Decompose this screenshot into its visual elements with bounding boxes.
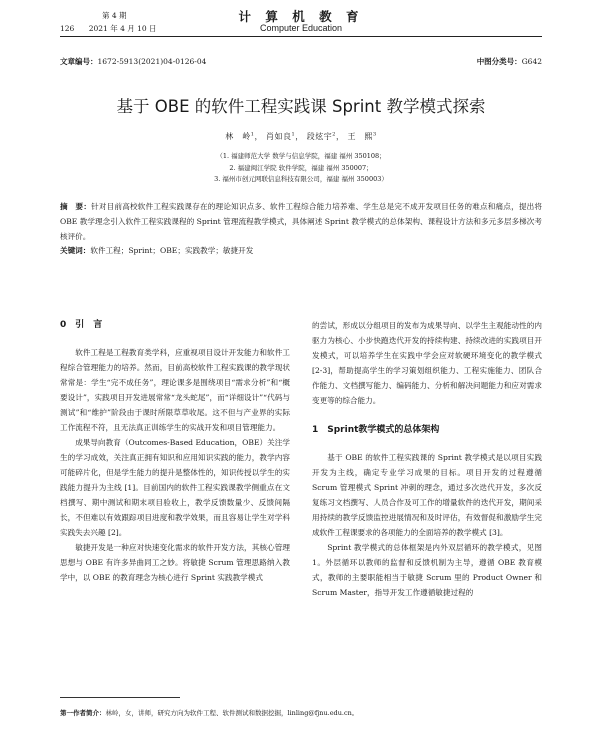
paper-title: 基于 OBE 的软件工程实践课 Sprint 教学模式探索 — [116, 97, 486, 116]
author-name: 王 熙 — [347, 132, 373, 141]
abstract-label: 摘 要： — [60, 202, 92, 211]
affiliation-line: 2. 福建闽江学院 软件学院，福建 福州 350007； — [229, 163, 373, 172]
section-heading: 1 Sprint教学模式的总体架构 — [312, 425, 440, 435]
footnote-label: 第一作者简介： — [60, 709, 106, 717]
footnote-divider — [60, 697, 180, 698]
abstract-text: 针对目前高校软件工程实践课存在的理论知识点多、软件工程综合能力培养难、学生总是完不成开发项目任务的难点和痛点，提出将 OBE 教学理念引入软件工程实践课程的 Sprint 管理流程教学模式，具体阐述 Sprint 教学模式的总体架构、课程设计方法和多元多层多梯次考核评价。 — [60, 202, 542, 241]
abstract — [60, 199, 542, 244]
author-name: 林 岭 — [225, 132, 251, 141]
author-list: 林 岭$^1$， 肖如良$^1$， 段炫宇$^2$， 王 熙$^3$ — [225, 131, 377, 141]
section-heading: 0 引 言 — [60, 320, 103, 330]
article-number: 文章编号：1672-5913(2021)04-0126-04 — [60, 57, 207, 66]
running-header — [60, 6, 542, 37]
footnote-text: 林岭，女，讲师，研究方向为软件工程、软件测试和数据挖掘，linling@fjnu.edu.cn。 — [105, 709, 359, 717]
publication-date: 2021 年 4 月 10 日 — [88, 24, 157, 33]
body-column-right — [312, 318, 542, 600]
author-name: 肖如良 — [266, 132, 292, 141]
journal-name-en: Computer Education — [259, 23, 343, 33]
body-paragraph: Sprint 教学模式的总体框架是内外双层循环的教学模式，见图 1。外层循环以教师的监督和反馈机制为主导，遵循 OBE 教育模式，教师的主要职能相当于敏捷 Scrum 里的 Product Owner 和 Scrum Master，指导开发工作遵循敏捷过程的 — [312, 543, 542, 597]
keywords-text: 软件工程；Sprint；OBE；实践教学；敏捷开发 — [90, 246, 254, 255]
affiliation-line: （1. 福建师范大学 数学与信息学院，福建 福州 350108； — [216, 152, 386, 160]
body-paragraph: 敏捷开发是一种应对快速变化需求的软件开发方法，其核心管理思想与 OBE 有许多异曲同工之妙。将敏捷 Scrum 管理思路纳入教学中，以 OBE 的教育理念为核心进行 Sprint 实践教学模式 — [60, 543, 290, 582]
issue-number: 第 4 期 — [102, 11, 127, 20]
body-paragraph: 基于 OBE 的软件工程实践课的 Sprint 教学模式是以项目实践开发为主线，确定专业学习成果的目标。项目开发的过程遵循 Scrum 管理模式 Sprint 冲刺的理念，通过多次迭代开发，多次反复练习文档撰写、人员合作及可工作的增量软件的迭代开发，期间采用持续的教学反馈监控进展情况和及时评估，有效督促和激励学生完成软件工程课要求的各项能力的全面培养的教学模式 [3]。 — [312, 453, 542, 537]
affiliation-line: 3. 福州市创元网联信息科技有限公司，福建 福州 350003） — [214, 175, 388, 183]
author-name: 段炫宇 — [306, 132, 333, 141]
body-column-left — [60, 318, 290, 585]
body-paragraph: 软件工程是工程教育类学科，应重视项目设计开发能力和软件工程综合管理能力的培养。然而，目前高校软件工程实践课的教学现状常常是：学生“完不成任务”，理论课多是围绕项目“需求分析”和“概要设计”，实践项目开发进展常常“龙头蛇尾”，而“详细设计”“代码与测试”和“维护”阶段由于课时所限草草收尾。这不但与产业界的实际工作流程不符，且无法真正训练学生的实战开发和项目管理能力。 — [60, 348, 290, 432]
affiliations — [60, 151, 542, 186]
journal-name-cn: 计 算 机 教 育 — [238, 9, 364, 24]
page-number: 126 — [60, 24, 75, 33]
classification-number: 中图分类号：G642 — [476, 57, 542, 66]
keywords-label: 关键词： — [60, 246, 91, 255]
body-paragraph: 成果导向教育（Outcomes-Based Education，OBE）关注学生的学习成效，关注真正拥有知识和应用知识实践的能力，教学内容可能碎片化，但是学生能力的提升是整体性的，知识传授以学生的实践能力提升为主线 [1]。目前国内的软件工程实践课教学侧重点在文档撰写、期中测试和期末项目验收上，教学反馈数量少、反馈间隔长，不但难以有效跟踪项目进度和教学效果，而且容易让学生对学科实践失去兴趣 [2]。 — [60, 438, 290, 537]
keywords — [60, 245, 542, 256]
body-paragraph: 的尝试，形成以分组项目的发布为成果导向、以学生主观能动性的内驱力为核心、小步快跑迭代开发的持续构建、持续改进的实践项目开发模式，可以培养学生在实践中学会应对软硬环境变化的教学模式 [2-3]，帮助提高学生的学习策划组织能力、工程实施能力、团队合作能力、文档撰写能力、编码能力、分析和解决问题能力和应对需求变更等的综合能力。 — [312, 321, 542, 405]
author-footnote — [60, 708, 542, 717]
